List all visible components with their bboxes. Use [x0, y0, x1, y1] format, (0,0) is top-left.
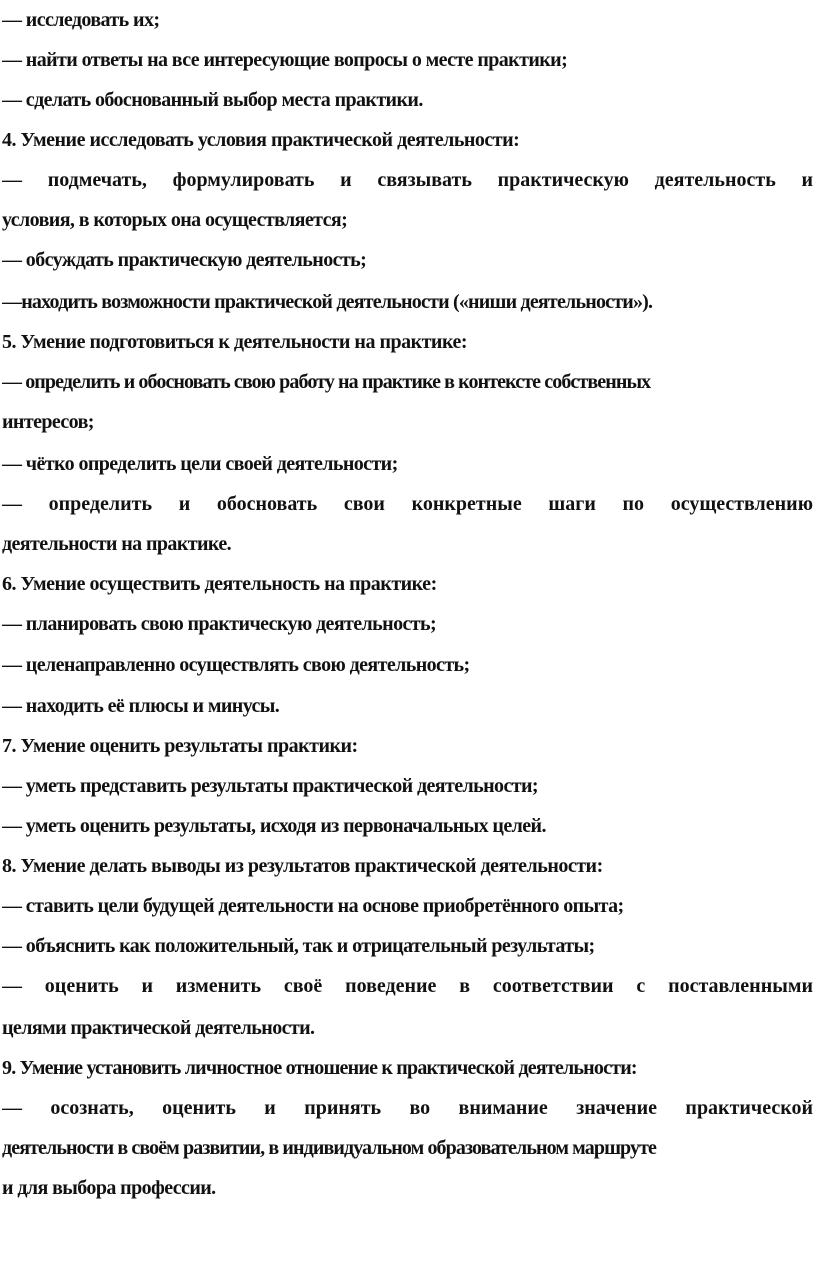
list-item: — осознать, оценить и принять во внимание значение практической [2, 1097, 813, 1119]
section-heading: 6. Умение осуществить деятельность на практике: [2, 573, 437, 595]
list-item: — уметь оценить результаты, исходя из первоначальных целей. [2, 815, 546, 837]
list-item-continuation: и для выбора профессии. [2, 1177, 216, 1199]
list-item: — обсуждать практическую деятельность; [2, 249, 367, 271]
list-item: — исследовать их; [2, 9, 160, 31]
section-heading: 7. Умение оценить результаты практики: [2, 735, 358, 757]
list-item-continuation: условия, в которых она осуществляется; [2, 209, 348, 231]
list-item: — подмечать, формулировать и связывать практическую деятельность и [2, 169, 813, 191]
list-item: — ставить цели будущей деятельности на основе приобретённого опыта; [2, 895, 624, 917]
list-item-continuation: деятельности в своём развитии, в индивидуальном образовательном маршруте [2, 1137, 657, 1159]
list-item: — объяснить как положительный, так и отрицательный результаты; [2, 935, 595, 957]
list-item: — планировать свою практическую деятельность; [2, 613, 437, 635]
list-item-continuation: деятельности на практике. [2, 533, 232, 555]
list-item: — определить и обосновать свою работу на практике в контексте собственных [2, 371, 651, 393]
list-item-continuation: интересов; [2, 411, 94, 433]
list-item: — находить её плюсы и минусы. [2, 695, 280, 717]
list-item: —находить возможности практической деятельности («ниши деятельности»). [2, 291, 653, 313]
section-heading: 5. Умение подготовиться к деятельности на практике: [2, 331, 468, 353]
list-item: — найти ответы на все интересующие вопросы о месте практики; [2, 49, 568, 71]
list-item: — целенаправленно осуществлять свою деятельность; [2, 654, 470, 676]
list-item: — сделать обоснованный выбор места практики. [2, 89, 423, 111]
list-item: — уметь представить результаты практической деятельности; [2, 775, 538, 797]
section-heading: 8. Умение делать выводы из результатов практической деятельности: [2, 855, 603, 877]
list-item: — чётко определить цели своей деятельности; [2, 453, 398, 475]
list-item: — определить и обосновать свои конкретные шаги по осуществлению [2, 493, 813, 515]
list-item: — оценить и изменить своё поведение в соответствии с поставленными [2, 975, 813, 997]
list-item-continuation: целями практической деятельности. [2, 1017, 315, 1039]
section-heading: 9. Умение установить личностное отношение к практической деятельности: [2, 1057, 637, 1079]
section-heading: 4. Умение исследовать условия практической деятельности: [2, 129, 520, 151]
